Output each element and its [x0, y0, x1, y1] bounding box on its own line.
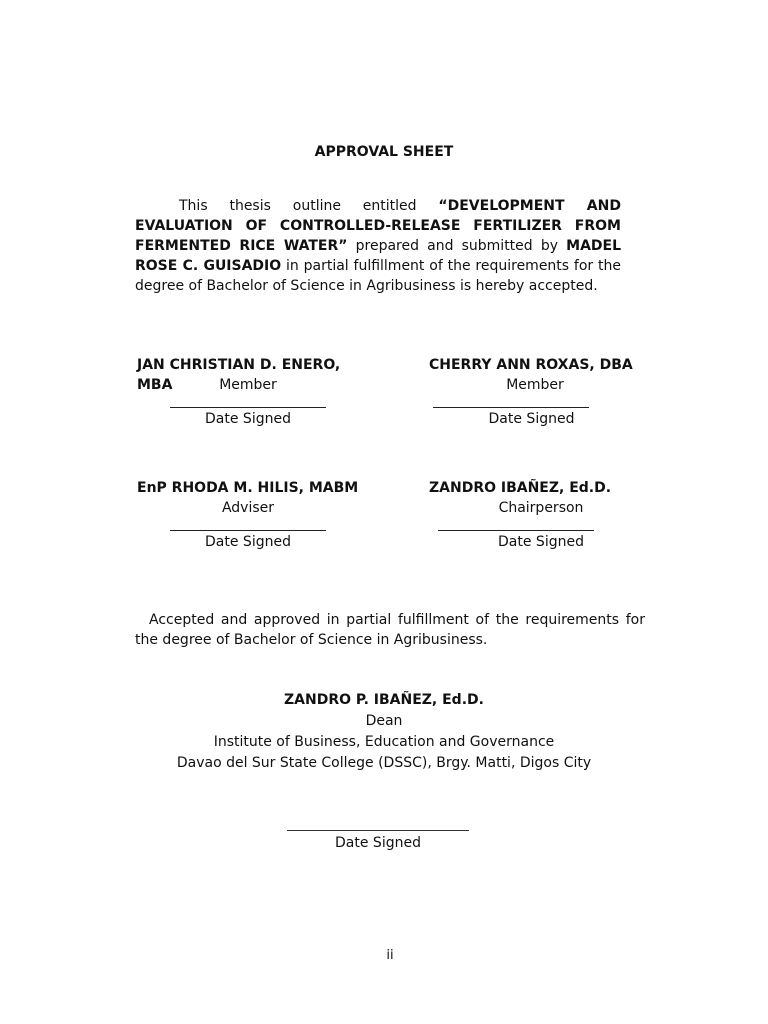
signatory-name: CHERRY ANN ROXAS, DBA	[429, 357, 633, 373]
date-signed-label: Date Signed	[205, 534, 291, 550]
signature-line	[170, 395, 326, 408]
signatory-role: Adviser	[221, 500, 275, 516]
signatory-member-1	[137, 355, 377, 428]
end-text: in partial fulfillment of the requirements for the degree of Bachelor of Science in Agribusiness is hereby accepted.	[135, 258, 621, 294]
signatory-role: Member	[506, 377, 564, 393]
page-title: APPROVAL SHEET	[314, 144, 454, 160]
thesis-title: “DEVELOPMENT AND EVALUATION OF CONTROLLED-RELEASE FERTILIZER FROM FERMENTED RICE WATER”	[135, 198, 621, 254]
college-address: Davao del Sur State College (DSSC), Brgy. Matti, Digos City	[176, 755, 592, 771]
signatory-name: ZANDRO IBAÑEZ, Ed.D.	[429, 480, 612, 496]
signatory-member-2	[429, 355, 669, 428]
date-signed-label: Date Signed	[488, 411, 575, 427]
date-signed-label: Date Signed	[335, 835, 421, 851]
intro-text: This thesis outline entitled	[179, 198, 439, 214]
date-signed-label: Date Signed	[498, 534, 584, 550]
page-number: ii	[386, 948, 394, 963]
date-signed-label: Date Signed	[205, 411, 291, 427]
signatory-chairperson	[429, 478, 669, 551]
acceptance-paragraph	[135, 610, 645, 650]
institute-name: Institute of Business, Education and Governance	[213, 734, 555, 750]
author-name: MADEL ROSE C. GUISADIO	[135, 238, 622, 274]
signatory-role: Member	[219, 377, 277, 393]
signature-line	[433, 395, 589, 408]
signatory-role: Chairperson	[498, 500, 584, 516]
signature-line	[287, 818, 469, 831]
dean-title: Dean	[365, 713, 403, 729]
approval-paragraph	[135, 196, 621, 296]
signatory-adviser	[137, 478, 377, 551]
acceptance-text: Accepted and approved in partial fulfillment of the requirements for the degree of Bachelor of Science in Agribusiness.	[135, 612, 645, 648]
signatory-name: JAN CHRISTIAN D. ENERO, MBA	[137, 357, 341, 393]
dean-name: ZANDRO P. IBAÑEZ, Ed.D.	[284, 692, 484, 708]
middle-text: prepared and submitted by	[347, 238, 567, 254]
signature-line	[438, 518, 594, 531]
dean-date-block	[287, 818, 469, 851]
signature-line	[170, 518, 326, 531]
signatory-name: EnP RHODA M. HILIS, MABM	[137, 480, 359, 496]
